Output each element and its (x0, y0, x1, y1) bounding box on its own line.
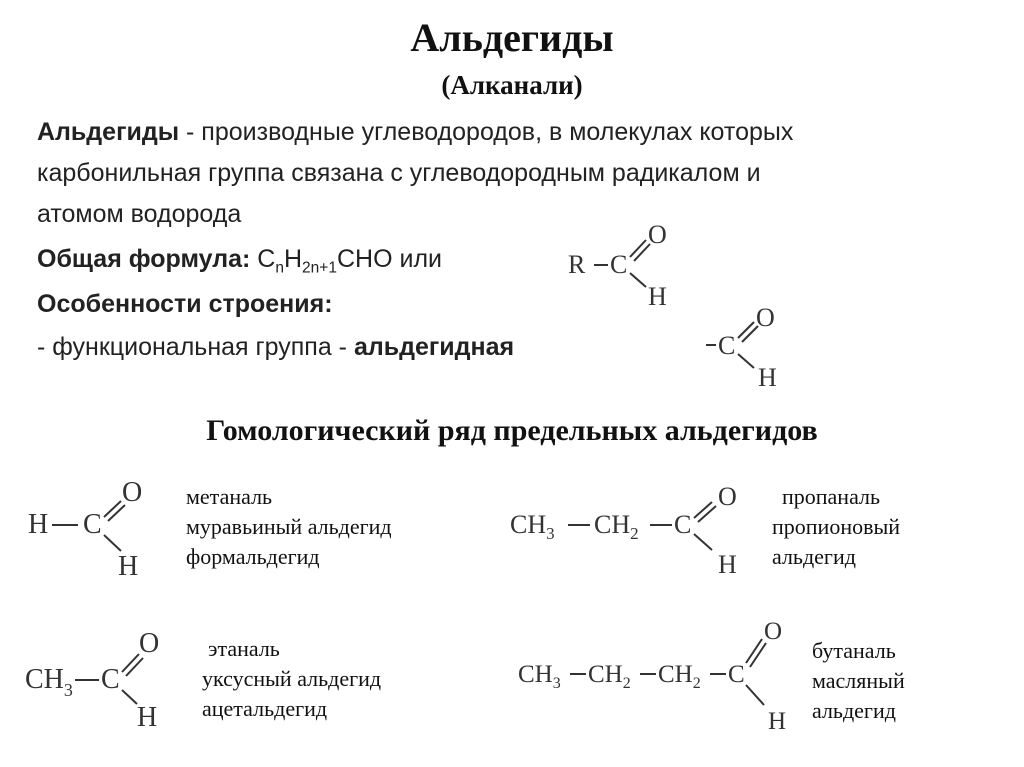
o-label: O (648, 220, 667, 249)
general-aldehyde-structure (560, 215, 680, 310)
ch2-text: CH (658, 661, 693, 688)
compound-name: пропионовый (772, 514, 901, 539)
h-label: H (118, 551, 139, 582)
formula-sub-2n1: 2n+1 (302, 259, 337, 277)
double-bond-1 (738, 322, 754, 338)
definition-line-1-text: - производные углеводородов, в молекулах которых (179, 118, 794, 146)
compound-name: уксусный альдегид (202, 666, 382, 691)
double-bond-2 (698, 506, 716, 522)
compound-name: альдегид (812, 698, 896, 723)
ch3-text: CH (510, 510, 547, 539)
bond-c-h (694, 534, 712, 550)
general-formula-line (37, 245, 442, 277)
c-label: C (674, 510, 692, 539)
ch3-label (25, 664, 73, 700)
double-bond-1 (104, 501, 121, 517)
compound-name: этаналь (208, 636, 280, 661)
ch2-label-2 (658, 661, 701, 692)
structure-heading: Особенности строения: (37, 290, 333, 318)
sub-3: 3 (546, 524, 555, 543)
propanal-structure (510, 478, 760, 583)
h-label: H (768, 708, 787, 735)
formula-c: C (257, 245, 276, 273)
ch2-text: CH (594, 510, 631, 539)
bond-c-h (104, 535, 121, 551)
bond-c-h (122, 690, 137, 704)
compound-name: метаналь (186, 484, 273, 509)
double-bond-1 (122, 654, 139, 672)
propanal-names (772, 482, 900, 572)
page-title: Альдегиды (410, 15, 614, 60)
compound-name: ацетальдегид (202, 696, 328, 721)
ch3-text: CH (518, 661, 553, 688)
h-label: H (758, 363, 777, 392)
homologous-series-heading: Гомологический ряд предельных альдегидов (206, 414, 818, 447)
double-bond-1 (630, 240, 646, 257)
sub-2: 2 (622, 675, 631, 692)
h-left-label: H (28, 509, 49, 540)
c-label: C (610, 250, 628, 279)
o-label: O (764, 618, 783, 645)
compound-name: бутаналь (812, 638, 896, 663)
sub-2: 2 (630, 524, 639, 543)
sub-3: 3 (552, 675, 561, 692)
o-label: O (122, 477, 143, 508)
definition-line-2: карбонильная группа связана с углеводородным радикалом и (37, 159, 761, 187)
definition-line-1 (37, 118, 793, 147)
o-label: O (718, 482, 737, 511)
structure-line-prefix: - функциональная группа - (37, 333, 354, 361)
sub-2: 2 (692, 675, 701, 692)
formula-or: или (392, 245, 442, 273)
ch2-text: CH (588, 661, 623, 688)
c-label: C (83, 509, 102, 540)
ch2-label (594, 510, 639, 543)
o-label: O (756, 303, 775, 332)
o-label: O (139, 628, 160, 659)
ch3-label (510, 510, 555, 543)
double-bond-1 (694, 502, 712, 518)
ch2-label-1 (588, 661, 631, 692)
formula-h: H (283, 245, 303, 273)
compound-name: масляный (812, 668, 905, 693)
r-label: R (568, 250, 586, 279)
structure-line-bold: альдегидная (353, 333, 515, 361)
page-subtitle: (Алканали) (441, 70, 583, 100)
c-label: C (718, 331, 736, 360)
c-label: C (101, 664, 120, 695)
compound-name: пропаналь (782, 484, 881, 509)
bond-c-h (746, 685, 764, 705)
h-label: H (648, 282, 667, 311)
methanal-structure (28, 475, 178, 585)
bond-c-h (738, 354, 754, 368)
general-formula-label: Общая формула: (37, 245, 251, 273)
compound-name: формальдегид (186, 544, 320, 569)
definition-term: Альдегиды (37, 118, 180, 146)
ch3-text: CH (25, 664, 64, 695)
butanal-names (812, 636, 905, 726)
compound-name: муравьиный альдегид (186, 514, 392, 539)
general-formula-expression (257, 245, 442, 277)
definition-line-3: атомом водорода (37, 200, 242, 228)
methanal-names (186, 482, 392, 572)
sub-3: 3 (63, 680, 73, 700)
ethanal-names (202, 634, 381, 724)
compound-name: альдегид (772, 544, 856, 569)
formula-sub-n: n (275, 259, 284, 277)
h-label: H (718, 550, 737, 579)
c-label: C (728, 661, 745, 688)
butanal-structure (518, 617, 808, 735)
functional-group-structure (700, 298, 810, 393)
h-label: H (137, 702, 158, 733)
structure-line (37, 333, 514, 362)
formula-cho: CHO (336, 245, 393, 273)
double-bond-2 (126, 658, 143, 676)
ch3-label (518, 661, 561, 692)
ethanal-structure (25, 622, 195, 737)
bond-c-h (630, 273, 646, 287)
